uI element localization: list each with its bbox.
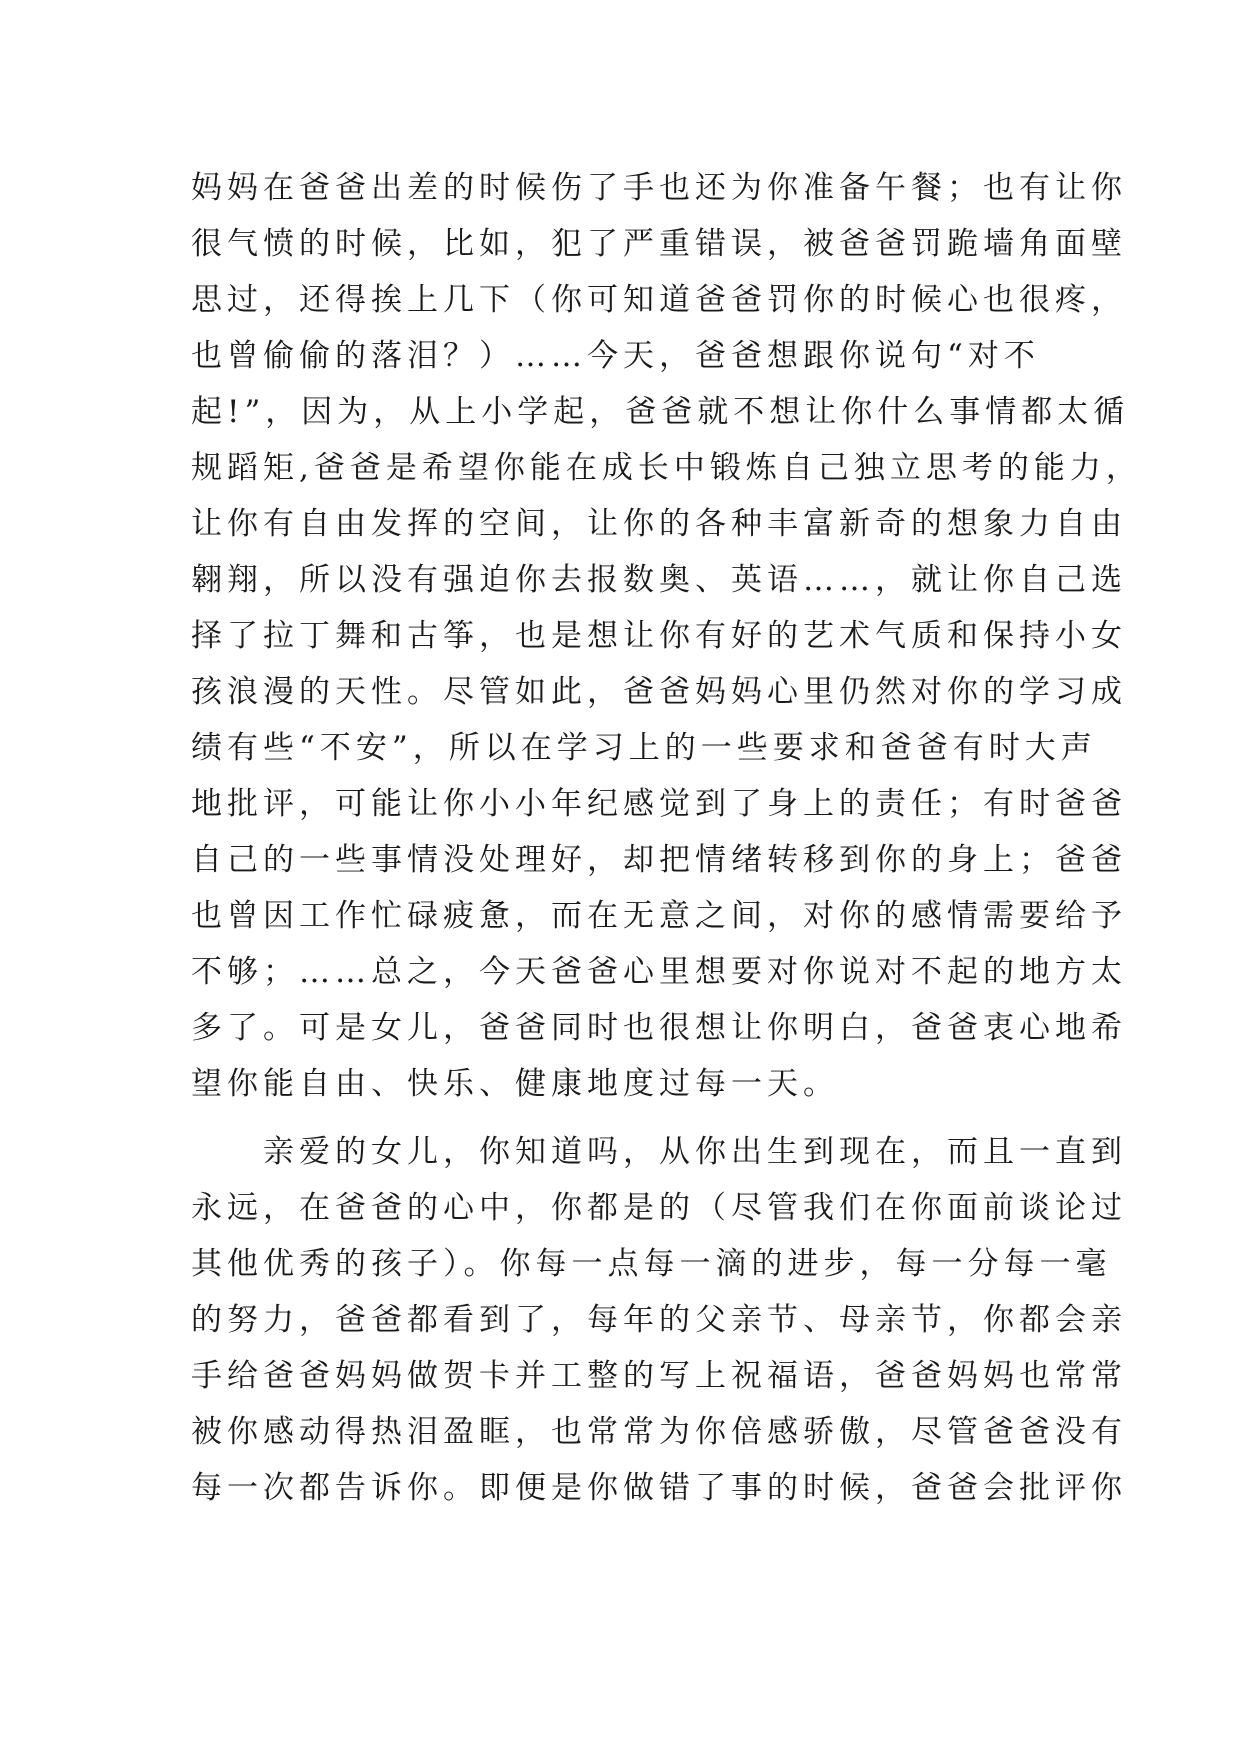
- body-text: [191, 160, 1142, 1516]
- text-line: 被你感动得热泪盈眶，也常常为你倍感骄傲，尽管爸爸没有: [191, 1414, 1127, 1450]
- text-line: 手给爸爸妈妈做贺卡并工整的写上祝福语，爸爸妈妈也常常: [191, 1358, 1127, 1394]
- text-line: 妈妈在爸爸出差的时候伤了手也还为你准备午餐；也有让你: [191, 170, 1127, 206]
- text-line: 孩浪漫的天性。尽管如此，爸爸妈妈心里仍然对你的学习成: [191, 674, 1127, 710]
- text-line: 翱翔，所以没有强迫你去报数奥、英语……，就让你自己选: [191, 562, 1127, 598]
- text-line: 择了拉丁舞和古筝，也是想让你有好的艺术气质和保持小女: [191, 618, 1127, 654]
- text-line-indented: 亲爱的女儿，你知道吗，从你出生到现在，而且一直到: [263, 1134, 1127, 1170]
- text-line: 不够；……总之，今天爸爸心里想要对你说对不起的地方太: [191, 954, 1127, 990]
- text-line: 也曾因工作忙碌疲惫，而在无意之间，对你的感情需要给予: [191, 898, 1127, 934]
- paragraph-spacing: [191, 1112, 1051, 1124]
- text-line: 规蹈矩,爸爸是希望你能在成长中锻炼自己独立思考的能力，: [191, 450, 1142, 486]
- paragraph-2: [191, 1124, 1127, 1516]
- text-line: 永远，在爸爸的心中，你都是的（尽管我们在你面前谈论过: [191, 1190, 1127, 1226]
- paragraph-1: [191, 160, 1142, 1112]
- text-line: 也曾偷偷的落泪？）……今天，爸爸想跟你说句“对不: [191, 338, 1040, 374]
- text-line: 其他优秀的孩子）。你每一点每一滴的进步，每一分每一毫: [191, 1246, 1112, 1282]
- text-line: 的努力，爸爸都看到了，每年的父亲节、母亲节，你都会亲: [191, 1302, 1127, 1338]
- text-line: 让你有自由发挥的空间，让你的各种丰富新奇的想象力自由: [191, 506, 1127, 542]
- text-line: 思过，还得挨上几下（你可知道爸爸罚你的时候心也很疼，: [191, 282, 1127, 318]
- text-line: 多了。可是女儿，爸爸同时也很想让你明白，爸爸衷心地希: [191, 1010, 1127, 1046]
- text-line: 起!”，因为，从上小学起，爸爸就不想让你什么事情都太循: [191, 394, 1130, 430]
- text-line: 每一次都告诉你。即便是你做错了事的时候，爸爸会批评你: [191, 1470, 1127, 1506]
- text-line: 自己的一些事情没处理好，却把情绪转移到你的身上；爸爸: [191, 842, 1127, 878]
- text-line: 地批评，可能让你小小年纪感觉到了身上的责任；有时爸爸: [191, 786, 1127, 822]
- text-line: 绩有些“不安”，所以在学习上的一些要求和爸爸有时大声: [191, 730, 1097, 766]
- text-line: 很气愤的时候，比如，犯了严重错误，被爸爸罚跪墙角面壁: [191, 226, 1127, 262]
- text-line: 望你能自由、快乐、健康地度过每一天。: [191, 1066, 839, 1102]
